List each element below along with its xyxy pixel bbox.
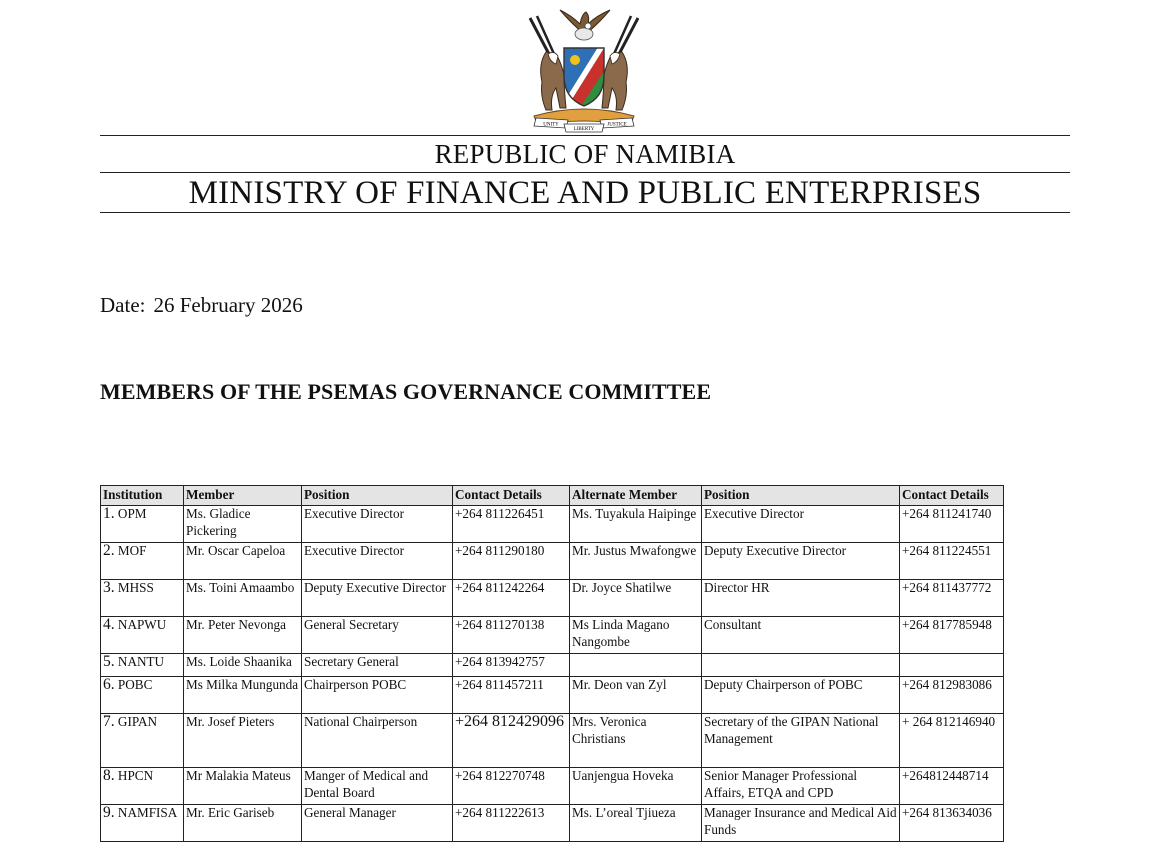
column-header-alternate-position: Position — [702, 486, 900, 506]
alt-member-cell: Dr. Joyce Shatilwe — [570, 580, 702, 617]
alt-contact-cell: +264 813634036 — [900, 805, 1004, 842]
ministry-heading: MINISTRY OF FINANCE AND PUBLIC ENTERPRISES — [188, 175, 982, 211]
column-header-contact: Contact Details — [453, 486, 570, 506]
member-cell: Mr. Oscar Capeloa — [184, 543, 302, 580]
alt-contact-cell: +264 811224551 — [900, 543, 1004, 580]
alt-position-cell: Consultant — [702, 617, 900, 654]
institution-cell: 1. OPM — [101, 506, 184, 543]
alt-position-cell: Deputy Executive Director — [702, 543, 900, 580]
position-cell: Deputy Executive Director — [302, 580, 453, 617]
table-header-row — [101, 486, 1004, 506]
alt-member-cell: Ms Linda Magano Nangombe — [570, 617, 702, 654]
table-row — [101, 506, 1004, 543]
table-row — [101, 543, 1004, 580]
position-cell: Secretary General — [302, 654, 453, 677]
republic-heading: REPUBLIC OF NAMIBIA — [434, 139, 736, 169]
column-header-position: Position — [302, 486, 453, 506]
contact-cell: +264 811457211 — [453, 677, 570, 714]
date-value: 26 February 2026 — [153, 293, 303, 317]
table-row — [101, 677, 1004, 714]
table-row — [101, 580, 1004, 617]
alt-position-cell: Director HR — [702, 580, 900, 617]
divider-middle — [100, 172, 1070, 173]
contact-cell: +264 811242264 — [453, 580, 570, 617]
institution-cell: 6. POBC — [101, 677, 184, 714]
motto-justice: JUSTICE — [607, 122, 627, 128]
contact-cell: +264 812270748 — [453, 768, 570, 805]
contact-cell: +264 811290180 — [453, 543, 570, 580]
institution-cell: 8. HPCN — [101, 768, 184, 805]
committee-table — [100, 485, 1004, 842]
table-row — [101, 768, 1004, 805]
date-label: Date: — [100, 293, 146, 317]
alt-member-cell: Uanjengua Hoveka — [570, 768, 702, 805]
alt-member-cell: Mr. Justus Mwafongwe — [570, 543, 702, 580]
member-cell: Mr. Eric Gariseb — [184, 805, 302, 842]
institution-cell: 7. GIPAN — [101, 714, 184, 768]
institution-cell: 5. NANTU — [101, 654, 184, 677]
alt-member-cell: Mr. Deon van Zyl — [570, 677, 702, 714]
alt-member-cell: Mrs. Veronica Christians — [570, 714, 702, 768]
left-oryx — [530, 16, 566, 110]
alt-contact-cell: +264 811241740 — [900, 506, 1004, 543]
position-cell: Executive Director — [302, 506, 453, 543]
table-row — [101, 654, 1004, 677]
motto-liberty: LIBERTY — [573, 127, 595, 132]
alt-contact-cell: + 264 812146940 — [900, 714, 1004, 768]
column-header-institution: Institution — [101, 486, 184, 506]
coat-of-arms-icon — [520, 4, 648, 134]
position-cell: Executive Director — [302, 543, 453, 580]
divider-top — [100, 135, 1070, 136]
alt-contact-cell: +264812448714 — [900, 768, 1004, 805]
position-cell: General Secretary — [302, 617, 453, 654]
table-row — [101, 617, 1004, 654]
alt-contact-cell: +264 817785948 — [900, 617, 1004, 654]
alt-position-cell: Deputy Chairperson of POBC — [702, 677, 900, 714]
member-cell: Mr. Josef Pieters — [184, 714, 302, 768]
divider-bottom — [100, 212, 1070, 213]
alt-position-cell: Secretary of the GIPAN National Management — [702, 714, 900, 768]
member-cell: Ms. Toini Amaambo — [184, 580, 302, 617]
institution-cell: 2. MOF — [101, 543, 184, 580]
institution-cell: 9. NAMFISA — [101, 805, 184, 842]
table-row — [101, 714, 1004, 768]
position-cell: Manger of Medical and Dental Board — [302, 768, 453, 805]
alt-position-cell — [702, 654, 900, 677]
member-cell: Ms. Gladice Pickering — [184, 506, 302, 543]
contact-cell: +264 812429096 — [453, 714, 570, 768]
alt-member-cell: Ms. Tuyakula Haipinge — [570, 506, 702, 543]
alt-position-cell: Senior Manager Professional Affairs, ETQA and CPD — [702, 768, 900, 805]
alt-position-cell: Manager Insurance and Medical Aid Funds — [702, 805, 900, 842]
member-cell: Ms Milka Mungunda — [184, 677, 302, 714]
date-line — [100, 292, 303, 318]
contact-cell: +264 811222613 — [453, 805, 570, 842]
contact-cell: +264 811270138 — [453, 617, 570, 654]
position-cell: Chairperson POBC — [302, 677, 453, 714]
member-cell: Mr Malakia Mateus — [184, 768, 302, 805]
alt-contact-cell: +264 811437772 — [900, 580, 1004, 617]
committee-title: MEMBERS OF THE PSEMAS GOVERNANCE COMMITTEE — [100, 379, 712, 404]
contact-cell: +264 811226451 — [453, 506, 570, 543]
alt-contact-cell: +264 812983086 — [900, 677, 1004, 714]
alt-contact-cell — [900, 654, 1004, 677]
institution-cell: 4. NAPWU — [101, 617, 184, 654]
institution-cell: 3. MHSS — [101, 580, 184, 617]
member-cell: Mr. Peter Nevonga — [184, 617, 302, 654]
alt-position-cell: Executive Director — [702, 506, 900, 543]
column-header-alternate-member: Alternate Member — [570, 486, 702, 506]
position-cell: General Manager — [302, 805, 453, 842]
column-header-member: Member — [184, 486, 302, 506]
motto-unity: UNITY — [543, 122, 559, 128]
right-oryx — [602, 16, 638, 110]
member-cell: Ms. Loide Shaanika — [184, 654, 302, 677]
column-header-alternate-contact: Contact Details — [900, 486, 1004, 506]
contact-cell: +264 813942757 — [453, 654, 570, 677]
position-cell: National Chairperson — [302, 714, 453, 768]
alt-member-cell — [570, 654, 702, 677]
alt-member-cell: Ms. L’oreal Tjiueza — [570, 805, 702, 842]
eagle — [560, 10, 610, 40]
table-row — [101, 805, 1004, 842]
